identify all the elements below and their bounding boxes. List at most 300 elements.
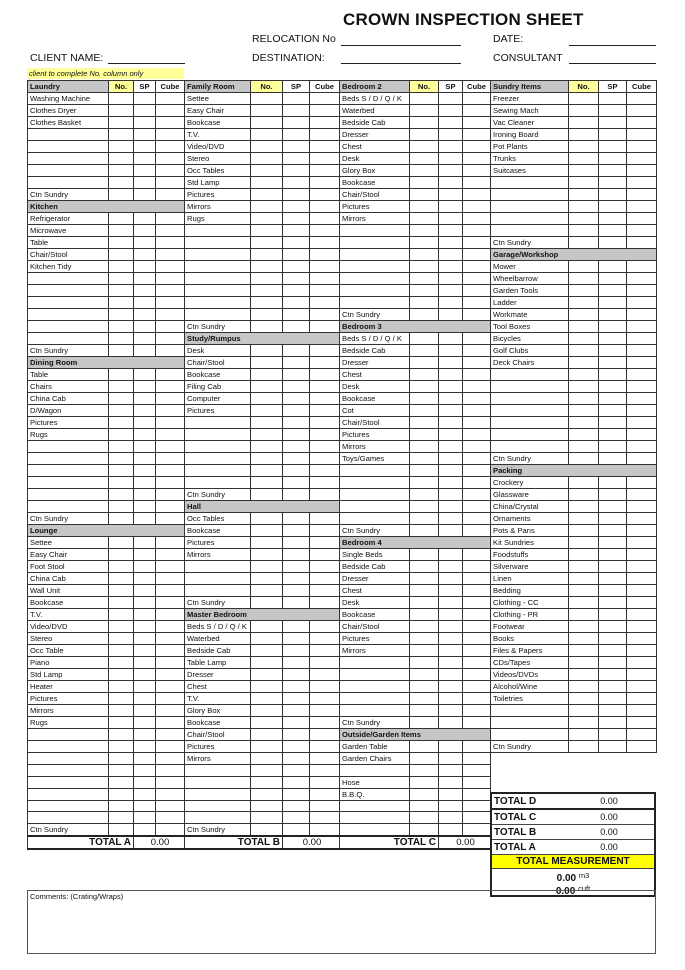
item-sp-input[interactable] (599, 693, 627, 705)
date-field[interactable] (569, 45, 656, 46)
item-cube-input[interactable] (463, 177, 491, 189)
item-sp-input[interactable] (599, 477, 627, 489)
item-cube-input[interactable] (463, 669, 491, 681)
item-no-input[interactable] (410, 633, 439, 645)
item-cube-input[interactable] (310, 321, 340, 333)
item-sp-input[interactable] (283, 177, 310, 189)
item-no-input[interactable] (109, 117, 134, 129)
item-no-input[interactable] (251, 129, 283, 141)
item-cube-input[interactable] (310, 201, 340, 213)
item-no-input[interactable] (410, 705, 439, 717)
item-no-input[interactable] (109, 489, 134, 501)
item-no-input[interactable] (251, 657, 283, 669)
item-no-input[interactable] (410, 669, 439, 681)
item-cube-input[interactable] (310, 93, 340, 105)
item-no-input[interactable] (569, 177, 599, 189)
item-sp-input[interactable] (134, 513, 156, 525)
item-cube-input[interactable] (627, 657, 657, 669)
item-sp-input[interactable] (283, 573, 310, 585)
item-no-input[interactable] (410, 345, 439, 357)
item-cube-input[interactable] (310, 765, 340, 777)
item-no-input[interactable] (109, 345, 134, 357)
item-sp-input[interactable] (283, 753, 310, 765)
item-cube-input[interactable] (463, 693, 491, 705)
item-no-input[interactable] (251, 429, 283, 441)
item-no-input[interactable] (109, 549, 134, 561)
item-sp-input[interactable] (599, 705, 627, 717)
item-cube-input[interactable] (627, 585, 657, 597)
item-no-input[interactable] (410, 93, 439, 105)
item-no-input[interactable] (109, 729, 134, 741)
item-sp-input[interactable] (134, 824, 156, 837)
item-no-input[interactable] (410, 237, 439, 249)
item-cube-input[interactable] (156, 177, 185, 189)
item-sp-input[interactable] (599, 441, 627, 453)
item-sp-input[interactable] (283, 525, 310, 537)
item-cube-input[interactable] (156, 513, 185, 525)
item-cube-input[interactable] (627, 645, 657, 657)
item-no-input[interactable] (569, 585, 599, 597)
item-sp-input[interactable] (283, 717, 310, 729)
item-no-input[interactable] (251, 633, 283, 645)
item-cube-input[interactable] (310, 309, 340, 321)
item-sp-input[interactable] (134, 669, 156, 681)
item-no-input[interactable] (251, 237, 283, 249)
item-sp-input[interactable] (134, 657, 156, 669)
item-sp-input[interactable] (439, 669, 463, 681)
item-no-input[interactable] (410, 333, 439, 345)
item-no-input[interactable] (251, 381, 283, 393)
item-cube-input[interactable] (310, 800, 340, 812)
item-sp-input[interactable] (439, 561, 463, 573)
item-no-input[interactable] (569, 225, 599, 237)
item-cube-input[interactable] (463, 393, 491, 405)
item-cube-input[interactable] (627, 405, 657, 417)
item-sp-input[interactable] (599, 297, 627, 309)
item-cube-input[interactable] (463, 585, 491, 597)
item-cube-input[interactable] (463, 345, 491, 357)
item-no-input[interactable] (569, 381, 599, 393)
item-sp-input[interactable] (439, 776, 463, 788)
item-cube-input[interactable] (156, 465, 185, 477)
item-sp-input[interactable] (283, 201, 310, 213)
item-no-input[interactable] (410, 177, 439, 189)
item-no-input[interactable] (569, 549, 599, 561)
item-no-input[interactable] (410, 153, 439, 165)
item-sp-input[interactable] (599, 357, 627, 369)
item-sp-input[interactable] (599, 645, 627, 657)
item-sp-input[interactable] (283, 800, 310, 812)
item-sp-input[interactable] (283, 237, 310, 249)
item-no-input[interactable] (410, 585, 439, 597)
item-cube-input[interactable] (627, 513, 657, 525)
item-no-input[interactable] (251, 621, 283, 633)
item-cube-input[interactable] (156, 812, 185, 824)
item-no-input[interactable] (410, 285, 439, 297)
item-cube-input[interactable] (463, 765, 491, 777)
item-no-input[interactable] (251, 585, 283, 597)
item-sp-input[interactable] (283, 141, 310, 153)
item-cube-input[interactable] (463, 657, 491, 669)
item-sp-input[interactable] (439, 117, 463, 129)
item-cube-input[interactable] (463, 93, 491, 105)
item-cube-input[interactable] (310, 225, 340, 237)
item-cube-input[interactable] (463, 465, 491, 477)
relocation-field[interactable] (341, 45, 461, 46)
item-sp-input[interactable] (283, 788, 310, 800)
item-sp-input[interactable] (599, 537, 627, 549)
item-cube-input[interactable] (627, 729, 657, 741)
item-cube-input[interactable] (310, 141, 340, 153)
item-sp-input[interactable] (439, 453, 463, 465)
item-cube-input[interactable] (310, 705, 340, 717)
item-no-input[interactable] (109, 633, 134, 645)
item-sp-input[interactable] (134, 645, 156, 657)
item-sp-input[interactable] (439, 285, 463, 297)
item-sp-input[interactable] (283, 129, 310, 141)
item-sp-input[interactable] (439, 249, 463, 261)
item-sp-input[interactable] (134, 561, 156, 573)
item-no-input[interactable] (569, 717, 599, 729)
item-sp-input[interactable] (134, 333, 156, 345)
item-sp-input[interactable] (134, 213, 156, 225)
item-no-input[interactable] (251, 417, 283, 429)
item-sp-input[interactable] (283, 669, 310, 681)
item-no-input[interactable] (410, 357, 439, 369)
item-no-input[interactable] (410, 297, 439, 309)
item-sp-input[interactable] (134, 693, 156, 705)
item-no-input[interactable] (410, 549, 439, 561)
item-cube-input[interactable] (310, 129, 340, 141)
item-cube-input[interactable] (156, 741, 185, 753)
item-no-input[interactable] (569, 705, 599, 717)
item-sp-input[interactable] (599, 429, 627, 441)
item-sp-input[interactable] (439, 525, 463, 537)
item-cube-input[interactable] (627, 285, 657, 297)
item-cube-input[interactable] (156, 609, 185, 621)
item-no-input[interactable] (109, 597, 134, 609)
item-sp-input[interactable] (439, 633, 463, 645)
item-no-input[interactable] (410, 213, 439, 225)
item-sp-input[interactable] (599, 117, 627, 129)
item-cube-input[interactable] (463, 429, 491, 441)
item-sp-input[interactable] (439, 573, 463, 585)
item-sp-input[interactable] (134, 609, 156, 621)
item-no-input[interactable] (251, 549, 283, 561)
item-no-input[interactable] (569, 453, 599, 465)
item-cube-input[interactable] (310, 669, 340, 681)
item-sp-input[interactable] (134, 717, 156, 729)
item-no-input[interactable] (410, 812, 439, 824)
item-no-input[interactable] (251, 357, 283, 369)
item-cube-input[interactable] (627, 117, 657, 129)
item-no-input[interactable] (410, 609, 439, 621)
item-no-input[interactable] (109, 225, 134, 237)
item-sp-input[interactable] (134, 249, 156, 261)
client-name-field[interactable] (108, 63, 185, 64)
item-cube-input[interactable] (156, 597, 185, 609)
item-no-input[interactable] (569, 297, 599, 309)
item-sp-input[interactable] (283, 321, 310, 333)
item-cube-input[interactable] (627, 669, 657, 681)
item-cube-input[interactable] (463, 741, 491, 753)
item-no-input[interactable] (410, 117, 439, 129)
item-cube-input[interactable] (463, 105, 491, 117)
item-sp-input[interactable] (599, 165, 627, 177)
item-sp-input[interactable] (283, 189, 310, 201)
item-no-input[interactable] (569, 741, 599, 753)
item-sp-input[interactable] (134, 369, 156, 381)
item-no-input[interactable] (410, 824, 439, 837)
item-cube-input[interactable] (627, 129, 657, 141)
item-cube-input[interactable] (627, 165, 657, 177)
item-sp-input[interactable] (599, 141, 627, 153)
item-no-input[interactable] (109, 573, 134, 585)
item-no-input[interactable] (109, 621, 134, 633)
item-no-input[interactable] (569, 273, 599, 285)
item-no-input[interactable] (109, 441, 134, 453)
item-cube-input[interactable] (156, 393, 185, 405)
item-cube-input[interactable] (156, 585, 185, 597)
item-cube-input[interactable] (156, 153, 185, 165)
item-sp-input[interactable] (599, 309, 627, 321)
item-cube-input[interactable] (310, 729, 340, 741)
item-no-input[interactable] (410, 477, 439, 489)
item-sp-input[interactable] (599, 381, 627, 393)
item-no-input[interactable] (569, 525, 599, 537)
item-cube-input[interactable] (463, 477, 491, 489)
item-no-input[interactable] (251, 788, 283, 800)
item-sp-input[interactable] (134, 117, 156, 129)
item-sp-input[interactable] (599, 417, 627, 429)
item-no-input[interactable] (109, 93, 134, 105)
item-sp-input[interactable] (439, 309, 463, 321)
item-sp-input[interactable] (439, 177, 463, 189)
item-sp-input[interactable] (283, 285, 310, 297)
item-cube-input[interactable] (463, 117, 491, 129)
item-sp-input[interactable] (599, 321, 627, 333)
item-sp-input[interactable] (439, 261, 463, 273)
item-cube-input[interactable] (310, 585, 340, 597)
item-sp-input[interactable] (599, 273, 627, 285)
item-sp-input[interactable] (283, 597, 310, 609)
item-cube-input[interactable] (627, 357, 657, 369)
item-cube-input[interactable] (627, 225, 657, 237)
item-cube-input[interactable] (156, 405, 185, 417)
item-sp-input[interactable] (439, 381, 463, 393)
item-cube-input[interactable] (310, 788, 340, 800)
item-sp-input[interactable] (134, 297, 156, 309)
item-no-input[interactable] (109, 429, 134, 441)
item-no-input[interactable] (109, 237, 134, 249)
item-sp-input[interactable] (134, 597, 156, 609)
item-cube-input[interactable] (627, 489, 657, 501)
item-no-input[interactable] (410, 225, 439, 237)
item-cube-input[interactable] (156, 93, 185, 105)
item-sp-input[interactable] (439, 489, 463, 501)
item-no-input[interactable] (569, 669, 599, 681)
item-no-input[interactable] (410, 141, 439, 153)
item-no-input[interactable] (109, 609, 134, 621)
item-cube-input[interactable] (627, 681, 657, 693)
item-no-input[interactable] (410, 525, 439, 537)
item-no-input[interactable] (569, 345, 599, 357)
item-no-input[interactable] (251, 489, 283, 501)
item-cube-input[interactable] (310, 753, 340, 765)
item-sp-input[interactable] (439, 765, 463, 777)
item-no-input[interactable] (569, 501, 599, 513)
item-no-input[interactable] (410, 788, 439, 800)
item-no-input[interactable] (569, 417, 599, 429)
item-no-input[interactable] (251, 405, 283, 417)
item-sp-input[interactable] (599, 717, 627, 729)
item-cube-input[interactable] (156, 333, 185, 345)
item-no-input[interactable] (251, 345, 283, 357)
item-no-input[interactable] (109, 776, 134, 788)
item-no-input[interactable] (251, 117, 283, 129)
item-sp-input[interactable] (134, 141, 156, 153)
item-sp-input[interactable] (283, 765, 310, 777)
item-cube-input[interactable] (463, 261, 491, 273)
item-sp-input[interactable] (283, 105, 310, 117)
item-no-input[interactable] (109, 417, 134, 429)
item-sp-input[interactable] (134, 225, 156, 237)
item-cube-input[interactable] (627, 453, 657, 465)
item-no-input[interactable] (109, 465, 134, 477)
item-cube-input[interactable] (627, 525, 657, 537)
item-sp-input[interactable] (283, 381, 310, 393)
item-no-input[interactable] (410, 776, 439, 788)
item-cube-input[interactable] (463, 225, 491, 237)
item-no-input[interactable] (251, 441, 283, 453)
item-cube-input[interactable] (463, 501, 491, 513)
item-sp-input[interactable] (439, 417, 463, 429)
item-no-input[interactable] (410, 105, 439, 117)
item-cube-input[interactable] (156, 765, 185, 777)
item-cube-input[interactable] (156, 681, 185, 693)
item-sp-input[interactable] (439, 513, 463, 525)
item-sp-input[interactable] (439, 441, 463, 453)
item-no-input[interactable] (410, 465, 439, 477)
item-no-input[interactable] (109, 537, 134, 549)
item-cube-input[interactable] (310, 597, 340, 609)
item-sp-input[interactable] (439, 824, 463, 837)
item-sp-input[interactable] (599, 633, 627, 645)
item-no-input[interactable] (109, 800, 134, 812)
item-cube-input[interactable] (310, 489, 340, 501)
item-sp-input[interactable] (599, 177, 627, 189)
item-cube-input[interactable] (156, 225, 185, 237)
item-sp-input[interactable] (599, 345, 627, 357)
item-no-input[interactable] (109, 333, 134, 345)
item-sp-input[interactable] (283, 705, 310, 717)
item-sp-input[interactable] (599, 261, 627, 273)
item-no-input[interactable] (109, 129, 134, 141)
item-sp-input[interactable] (134, 405, 156, 417)
item-no-input[interactable] (109, 213, 134, 225)
item-cube-input[interactable] (463, 357, 491, 369)
item-sp-input[interactable] (134, 573, 156, 585)
item-cube-input[interactable] (627, 573, 657, 585)
item-no-input[interactable] (109, 321, 134, 333)
item-cube-input[interactable] (156, 285, 185, 297)
item-cube-input[interactable] (156, 776, 185, 788)
item-no-input[interactable] (109, 753, 134, 765)
item-no-input[interactable] (569, 489, 599, 501)
item-cube-input[interactable] (156, 489, 185, 501)
item-sp-input[interactable] (283, 405, 310, 417)
item-no-input[interactable] (410, 681, 439, 693)
item-no-input[interactable] (569, 441, 599, 453)
item-no-input[interactable] (109, 717, 134, 729)
item-sp-input[interactable] (283, 345, 310, 357)
item-sp-input[interactable] (283, 693, 310, 705)
item-sp-input[interactable] (439, 788, 463, 800)
item-no-input[interactable] (569, 93, 599, 105)
item-no-input[interactable] (109, 705, 134, 717)
item-no-input[interactable] (410, 597, 439, 609)
item-sp-input[interactable] (439, 621, 463, 633)
item-cube-input[interactable] (310, 357, 340, 369)
item-no-input[interactable] (410, 369, 439, 381)
item-cube-input[interactable] (310, 561, 340, 573)
item-sp-input[interactable] (599, 741, 627, 753)
item-no-input[interactable] (251, 573, 283, 585)
item-cube-input[interactable] (310, 621, 340, 633)
item-cube-input[interactable] (463, 273, 491, 285)
item-no-input[interactable] (410, 621, 439, 633)
item-no-input[interactable] (569, 573, 599, 585)
item-sp-input[interactable] (439, 753, 463, 765)
item-no-input[interactable] (109, 453, 134, 465)
item-sp-input[interactable] (283, 441, 310, 453)
item-cube-input[interactable] (627, 381, 657, 393)
item-sp-input[interactable] (134, 489, 156, 501)
item-cube-input[interactable] (463, 249, 491, 261)
item-no-input[interactable] (569, 141, 599, 153)
item-sp-input[interactable] (599, 393, 627, 405)
item-cube-input[interactable] (463, 597, 491, 609)
item-sp-input[interactable] (439, 597, 463, 609)
item-no-input[interactable] (410, 249, 439, 261)
item-cube-input[interactable] (463, 621, 491, 633)
item-sp-input[interactable] (283, 681, 310, 693)
item-sp-input[interactable] (134, 765, 156, 777)
item-no-input[interactable] (109, 393, 134, 405)
item-sp-input[interactable] (283, 117, 310, 129)
item-sp-input[interactable] (599, 213, 627, 225)
item-sp-input[interactable] (599, 525, 627, 537)
item-no-input[interactable] (109, 765, 134, 777)
item-sp-input[interactable] (283, 621, 310, 633)
item-no-input[interactable] (410, 201, 439, 213)
item-cube-input[interactable] (463, 681, 491, 693)
item-cube-input[interactable] (310, 369, 340, 381)
item-no-input[interactable] (251, 681, 283, 693)
item-cube-input[interactable] (627, 141, 657, 153)
item-no-input[interactable] (569, 213, 599, 225)
item-no-input[interactable] (569, 405, 599, 417)
item-no-input[interactable] (251, 705, 283, 717)
item-sp-input[interactable] (134, 417, 156, 429)
item-sp-input[interactable] (599, 597, 627, 609)
item-sp-input[interactable] (439, 645, 463, 657)
item-cube-input[interactable] (463, 513, 491, 525)
item-sp-input[interactable] (439, 549, 463, 561)
item-no-input[interactable] (410, 453, 439, 465)
item-no-input[interactable] (109, 141, 134, 153)
item-no-input[interactable] (410, 261, 439, 273)
